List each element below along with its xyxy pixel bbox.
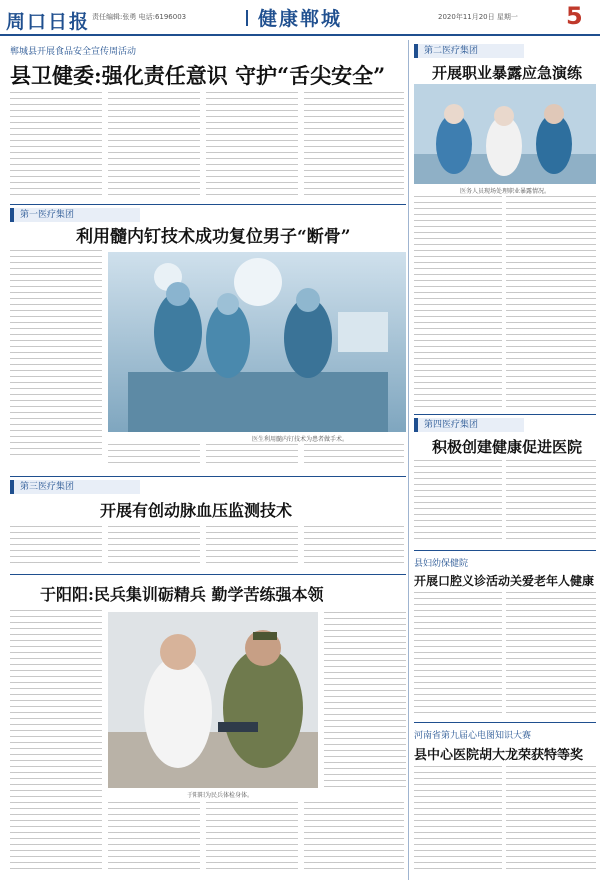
story3-headline: 开展有创动脉血压监测技术 (100, 501, 293, 520)
story2-body-left (10, 250, 102, 460)
masthead-rule (0, 34, 600, 36)
story-a-body2 (506, 196, 596, 410)
top-story-body-col4 (304, 92, 404, 200)
story-c-body1 (414, 592, 502, 716)
militia-photo (108, 612, 318, 788)
story-d-kicker: 河南省第九届心电图知识大赛 (414, 731, 532, 741)
story4-body-b2 (206, 802, 298, 872)
section-divider (246, 10, 248, 26)
story-b-kicker: 第四医疗集团 (414, 418, 524, 432)
story4-body-b1 (108, 802, 200, 872)
story-c-kicker: 县妇幼保健院 (414, 559, 469, 569)
story2-body-mid1 (108, 444, 200, 468)
section-rule (414, 414, 596, 415)
story-d-headline: 县中心医院胡大龙荣获特等奖 (414, 748, 584, 763)
top-story-kicker: 郸城县开展食品安全宣传周活动 (10, 47, 137, 57)
top-story-body-col1 (10, 92, 102, 200)
story-c-body2 (506, 592, 596, 716)
story-b-body2 (506, 460, 596, 544)
top-story-body-col3 (206, 92, 298, 200)
story4-body-b3 (304, 802, 404, 872)
section-rule (10, 204, 406, 205)
issue-date: 2020年11月20日 星期一 (438, 13, 518, 21)
story4-body-right (324, 612, 406, 788)
top-story-headline: 县卫健委:强化责任意识 守护“舌尖安全” (10, 63, 386, 88)
story4-body-left (10, 610, 102, 870)
story3-body-col3 (206, 526, 298, 568)
story-d-body1 (414, 766, 502, 874)
newspaper-logo: 周口日报 (6, 11, 91, 33)
story-b-body1 (414, 460, 502, 544)
story3-kicker: 第三医疗集团 (10, 480, 140, 494)
section-rule (10, 574, 406, 575)
story3-body-col4 (304, 526, 404, 568)
story2-headline: 利用髓内钉技术成功复位男子“断骨” (76, 227, 351, 247)
story3-body-col1 (10, 526, 102, 568)
story4-headline: 于阳阳:民兵集训砺精兵 勤学苦练强本领 (40, 585, 324, 604)
section-rule (414, 550, 596, 551)
editor-info: 责任编辑:张勇 电话:6196003 (92, 13, 187, 21)
story-a-caption: 医务人员现场处理职业暴露情况。 (459, 188, 550, 195)
surgery-photo (108, 252, 406, 432)
story2-body-mid3 (304, 444, 404, 468)
story2-kicker: 第一医疗集团 (10, 208, 140, 222)
story3-body-col2 (108, 526, 200, 568)
story-a-headline: 开展职业暴露应急演练 (432, 64, 583, 82)
story-b-headline: 积极创建健康促进医院 (432, 438, 583, 456)
section-rule (414, 722, 596, 723)
drill-photo (414, 84, 596, 184)
story-c-headline: 开展口腔义诊活动关爱老年人健康 (414, 574, 595, 588)
top-story-body-col2 (108, 92, 200, 200)
story-a-body1 (414, 196, 502, 410)
story4-caption: 于阳阳为民兵体检身体。 (186, 792, 253, 799)
story-a-kicker: 第二医疗集团 (414, 44, 524, 58)
story2-body-mid2 (206, 444, 298, 468)
story-d-body2 (506, 766, 596, 874)
column-divider (408, 40, 409, 880)
page-number: 5 (566, 2, 583, 30)
section-rule (10, 476, 406, 477)
section-title: 健康郸城 (258, 8, 343, 30)
story2-caption: 医生利用髓内钉技术为患者做手术。 (251, 436, 348, 443)
